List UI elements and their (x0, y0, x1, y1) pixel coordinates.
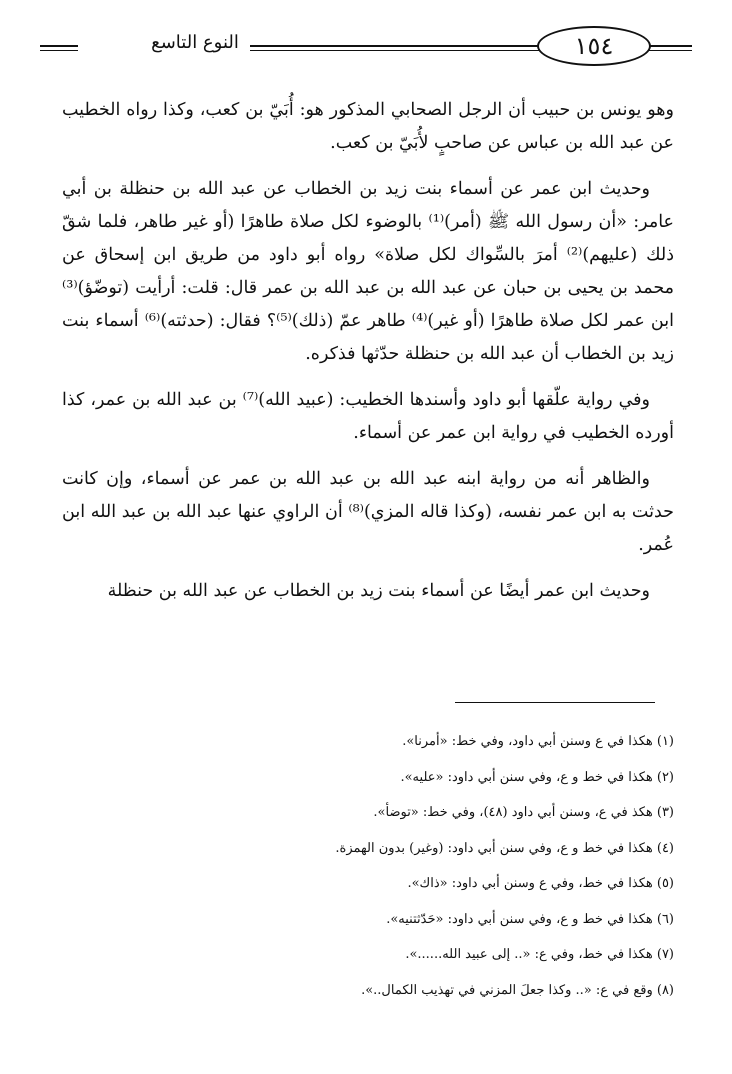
page-number: ١٥٤ (537, 26, 651, 66)
footnote-5: (٥) هكذا في خط، وفي ع وسنن أبي داود: «ذاك». (407, 876, 674, 891)
paragraph-5: وحديث ابن عمر أيضًا عن أسماء بنت زيد بن الخطاب عن عبد الله بن حنظلة (107, 581, 650, 601)
paragraph-3: وفي رواية علّقها أبو داود وأسندها الخطيب: (عبيد الله)⁽⁷⁾ بن عبد الله بن عمر، كذا أورده الخطيب في رواية ابن عمر عن أسماء. (62, 390, 674, 443)
chapter-title: النوع التاسع (151, 32, 239, 53)
header-rule-middle-bottom (250, 50, 540, 51)
footnote-6: (٦) هكذا في خط و ع، وفي سنن أبي داود: «حَدّثتنيه». (386, 911, 674, 927)
footnote-7: (٧) هكذا في خط، وفي ع: «.. إلى عبيد الله......». (405, 947, 674, 962)
footnote-separator (455, 702, 655, 703)
header-rule-middle-top (250, 45, 540, 47)
footnote-1: (١) هكذا في ع وسنن أبي داود، وفي خط: «أمرنا». (402, 734, 674, 749)
page-header (40, 22, 692, 72)
header-rule-right-bottom (648, 50, 692, 51)
header-rule-left-bottom (40, 50, 78, 51)
paragraph-1: وهو يونس بن حبيب أن الرجل الصحابي المذكور هو: أُبَيّ بن كعب، وكذا رواه الخطيب عن عبد الله بن عباس عن صاحبٍ لأُبَيّ بن كعب. (62, 100, 674, 153)
paragraph-2: وحديث ابن عمر عن أسماء بنت زيد بن الخطاب عن عبد الله بن حنظلة بن أبي عامر: «أن رسول الله ﷺ (أمر)⁽¹⁾ بالوضوء لكل صلاة طاهرًا (أو غير طاهر، فلما شقّ ذلك (عليهم)⁽²⁾ أمرَ بالسِّواك لكل صلاة» رواه أبو داود من طريق ابن إسحاق عن محمد بن يحيى بن حبان عن عبد الله بن عبد الله بن عمر قال: قلت: أرأيت (توضّؤ)⁽³⁾ ابن عمر لكل صلاة طاهرًا (أو غير)⁽⁴⁾ طاهر عمّ (ذلك)⁽⁵⁾؟ فقال: (حدثته)⁽⁶⁾ أسماء بنت زيد بن الخطاب أن عبد الله بن حنظلة حدّثها فذكره. (62, 179, 674, 364)
footnote-3: (٣) هكذ في ع، وسنن أبي داود (٤٨)، وفي خط: «توضأ». (373, 805, 674, 820)
footnotes (300, 724, 674, 1008)
paragraph-4: والظاهر أنه من رواية ابنه عبد الله بن عبد الله بن عمر عن أسماء، وإن كانت حدثت به ابن عمر نفسه، (وكذا قاله المزي)⁽⁸⁾ أن الراوي عنها عبد الله بن عبد الله ابن عُمر. (62, 469, 674, 555)
footnote-4: (٤) هكذا في خط و ع، وفي سنن أبي داود: (وغير) بدون الهمزة. (335, 840, 674, 856)
header-rule-left-top (40, 45, 78, 47)
header-rule-right-top (648, 45, 692, 47)
main-text (62, 94, 674, 621)
footnote-8: (٨) وقع في ع: «.. وكذا جعلَ المزني في تهذيب الكمال..». (361, 982, 674, 998)
footnote-2: (٢) هكذا في خط و ع، وفي سنن أبي داود: «عليه». (400, 769, 674, 785)
